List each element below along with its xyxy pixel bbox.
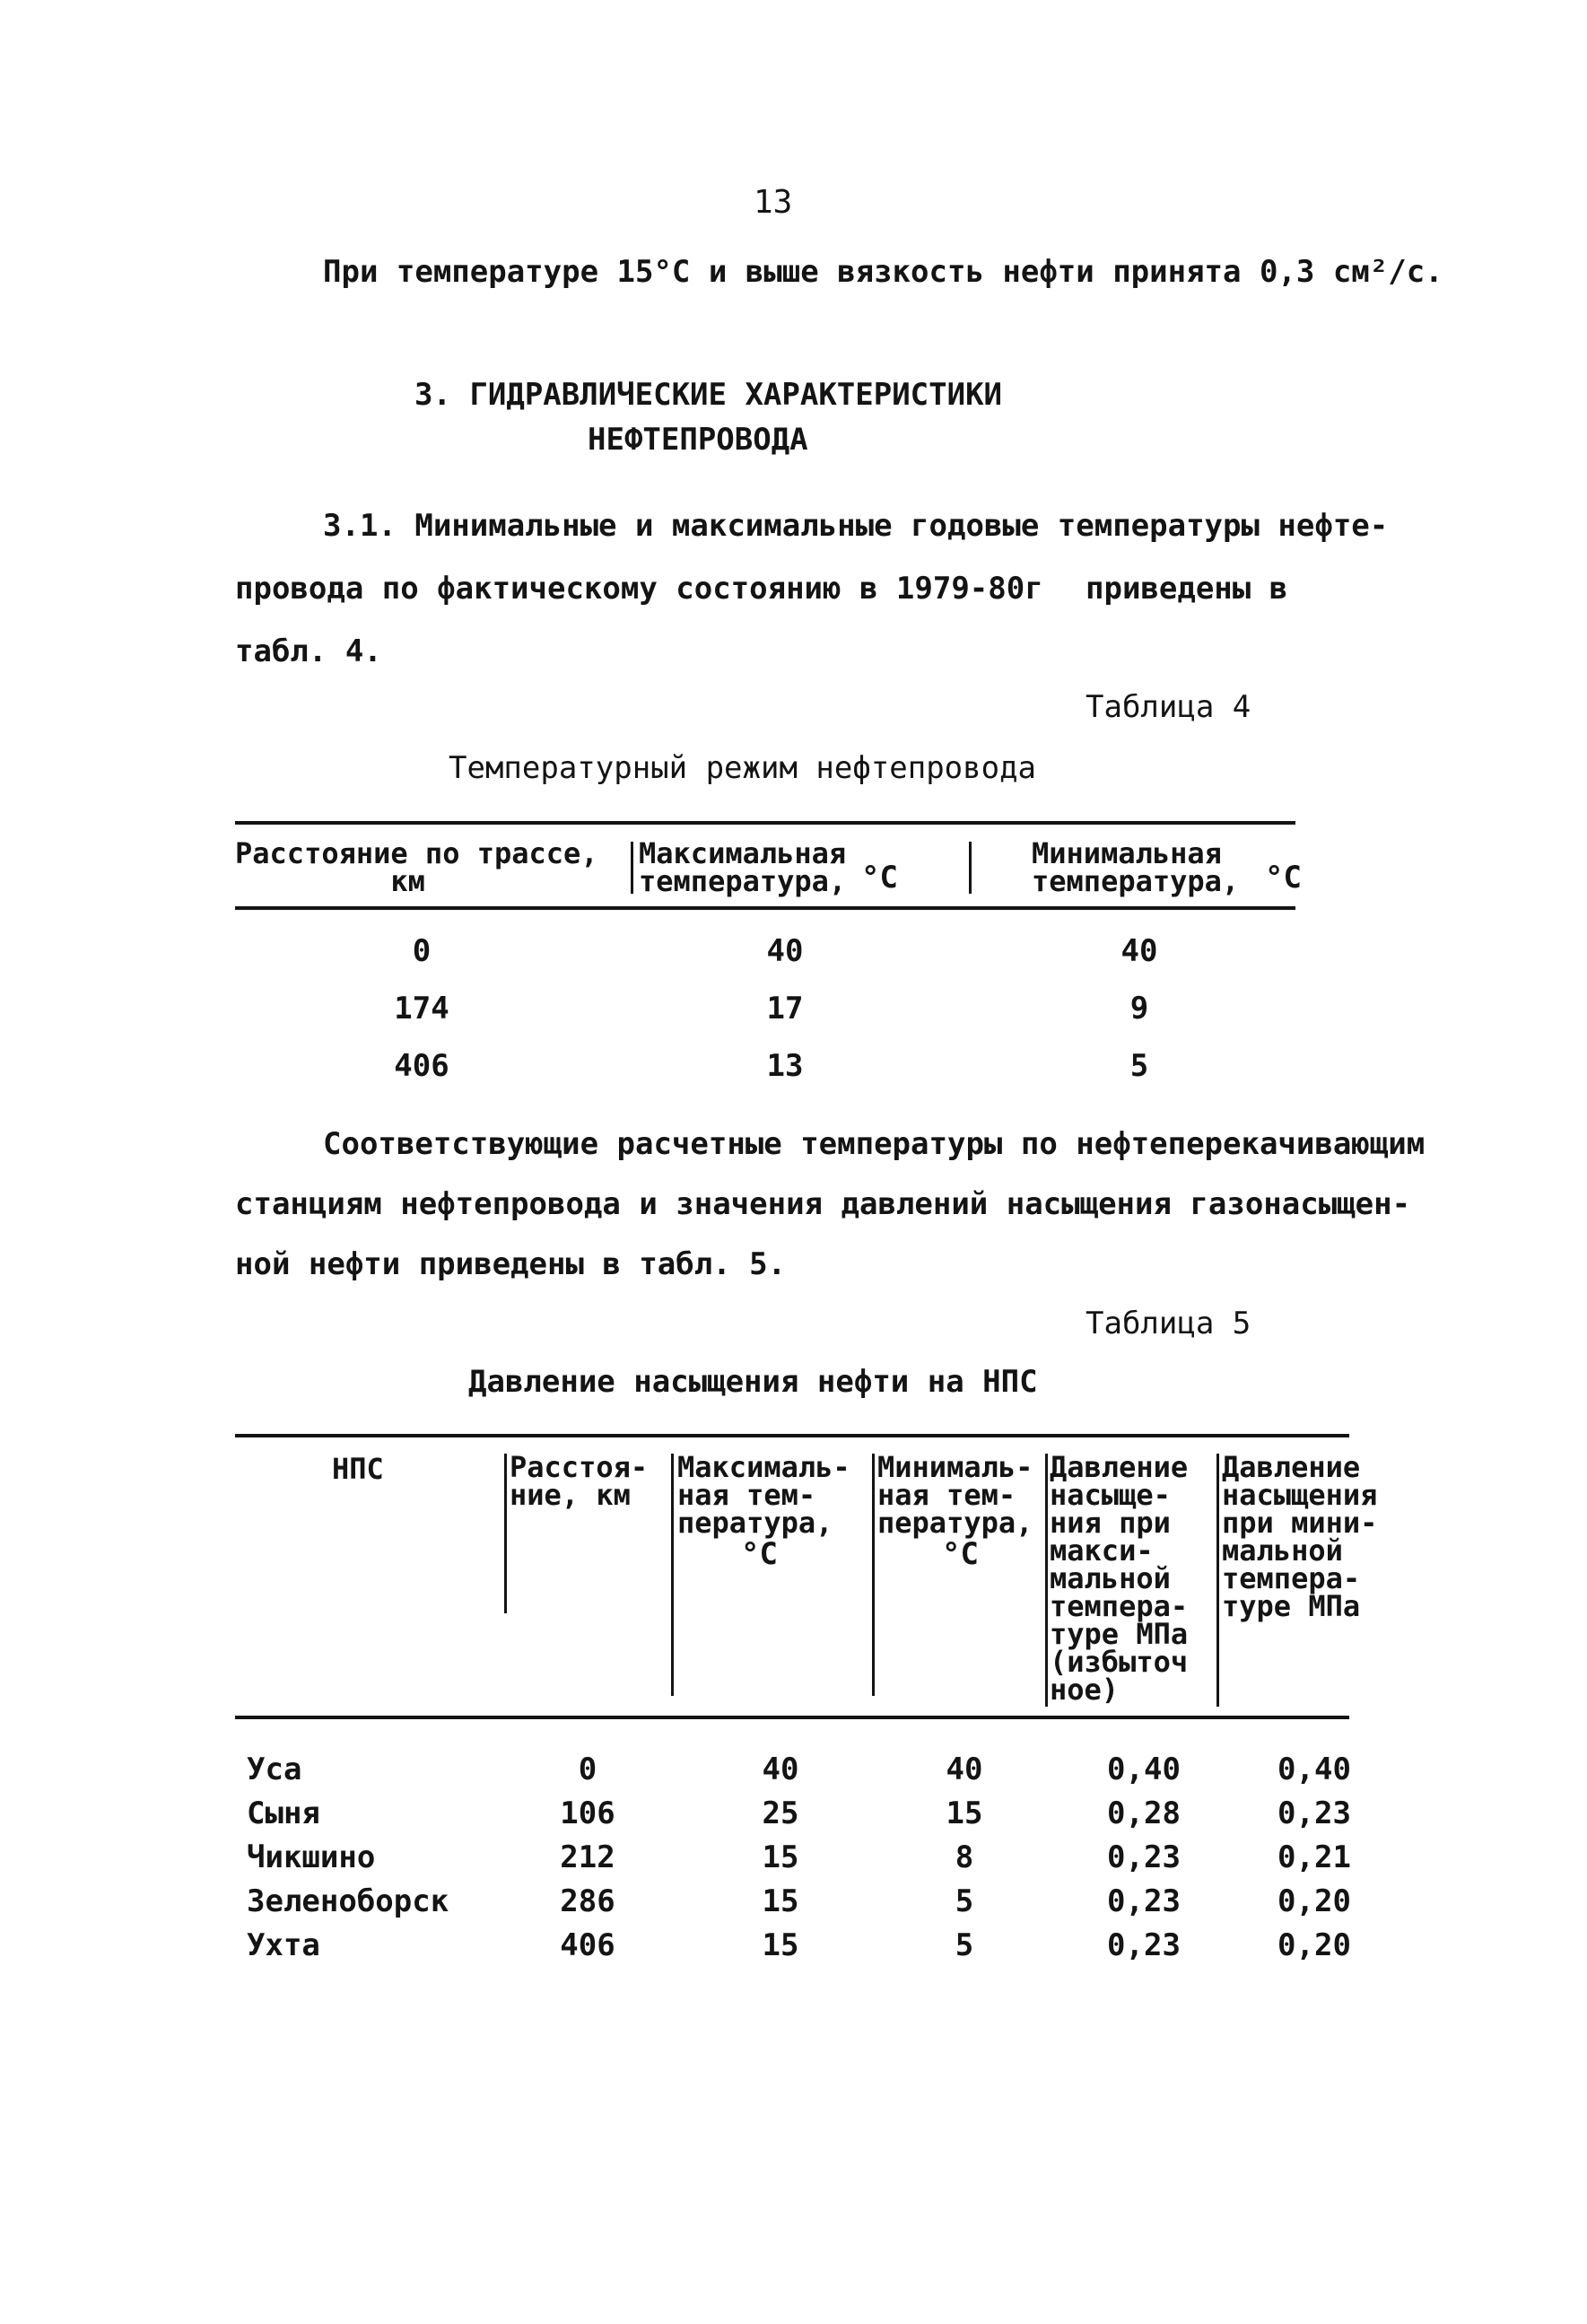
table4-cell-max: 13 — [766, 1048, 804, 1084]
para-3-1-line3: табл. 4. — [235, 633, 382, 669]
table4-separator-1 — [631, 842, 633, 894]
table4-caption: Температурный режим нефтепровода — [449, 750, 1037, 786]
table5-cell-pressure-max: 0,28 — [1107, 1795, 1181, 1831]
table5-separator-3 — [872, 1454, 875, 1696]
table5-label: Таблица 5 — [1086, 1306, 1251, 1341]
section-title-line2: НЕФТЕПРОВОДА — [588, 422, 808, 458]
para-after-t4-line2: станциям нефтепровода и значения давлений насыщения газонасыщен- — [235, 1186, 1411, 1222]
table5-cell-min-temp: 15 — [946, 1795, 983, 1831]
table5-cell-pressure-max: 0,23 — [1107, 1927, 1181, 1963]
para-after-t4-line3: ной нефти приведены в табл. 5. — [235, 1246, 787, 1282]
table5-header-pressure-max: Давление насыще- ния при макси- мальной темпера- туре МПа (избыточ ное) — [1050, 1450, 1189, 1707]
table5-cell-max-temp: 25 — [762, 1795, 799, 1831]
table5-header-max-unit: °С — [741, 1536, 778, 1572]
table5-caption: Давление насыщения нефти на НПС — [468, 1364, 1038, 1400]
table4-cell-min: 5 — [1129, 1048, 1149, 1084]
table5-cell-station: Чикшино — [247, 1839, 376, 1875]
table4-label: Таблица 4 — [1086, 689, 1251, 725]
page-number: 13 — [754, 184, 793, 221]
table5-cell-max-temp: 15 — [762, 1927, 799, 1963]
table5-cell-min-temp: 40 — [946, 1752, 983, 1787]
table4-header-min-unit: °С — [1265, 860, 1302, 896]
table5-cell-distance: 0 — [578, 1752, 597, 1787]
table5-cell-max-temp: 15 — [762, 1883, 799, 1919]
table5-cell-max-temp: 40 — [762, 1752, 799, 1787]
para-3-1-line2a: провода по фактическому состоянию в 1979-80г — [235, 571, 1043, 607]
table4-cell-distance: 174 — [394, 991, 449, 1027]
table5-cell-min-temp: 5 — [955, 1883, 974, 1919]
table5-cell-pressure-max: 0,23 — [1107, 1839, 1181, 1875]
table5-separator-1 — [504, 1454, 507, 1613]
table5-cell-pressure-max: 0,40 — [1107, 1752, 1181, 1787]
table5-cell-distance: 106 — [560, 1795, 615, 1831]
table5-cell-distance: 406 — [560, 1927, 615, 1963]
section-title-line1: 3. ГИДРАВЛИЧЕСКИЕ ХАРАКТЕРИСТИКИ — [414, 377, 1003, 413]
table5-header-min: Минималь- ная тем- пература, — [877, 1450, 1033, 1540]
table4-separator-2 — [969, 842, 972, 894]
table4-cell-min: 9 — [1129, 991, 1149, 1027]
table5-top-rule — [235, 1434, 1349, 1437]
table5-cell-station: Сыня — [247, 1795, 320, 1831]
table5-cell-pressure-min: 0,20 — [1277, 1883, 1351, 1919]
table4-header-rule — [235, 906, 1295, 910]
para-3-1-line2b: приведены в — [1086, 571, 1288, 607]
table4-header-min: Минимальная температура, — [1032, 836, 1240, 898]
table5-cell-distance: 212 — [560, 1839, 615, 1875]
table5-cell-station: Уса — [247, 1752, 302, 1787]
table5-cell-min-temp: 5 — [955, 1927, 974, 1963]
table4-cell-distance: 406 — [394, 1048, 449, 1084]
table5-cell-station: Ухта — [247, 1927, 320, 1963]
table4-cell-distance: 0 — [412, 933, 432, 969]
intro-line: При температуре 15°С и выше вязкость нефти принята 0,3 см²/с. — [323, 254, 1443, 290]
table5-cell-pressure-min: 0,20 — [1277, 1927, 1351, 1963]
para-3-1-line1: 3.1. Минимальные и максимальные годовые температуры нефте- — [323, 508, 1389, 544]
table4-header-distance: Расстояние по трассе, км — [235, 836, 598, 898]
table4-header-max-unit: °С — [861, 860, 898, 896]
table5-header-distance: Расстоя- ние, км — [510, 1450, 649, 1512]
table5-header-min-unit: °С — [942, 1536, 979, 1572]
para-after-t4-line1: Соответствующие расчетные температуры по нефтеперекачивающим — [323, 1126, 1426, 1162]
table5-header-rule — [235, 1716, 1349, 1719]
table5-header-pressure-min: Давление насыщения при мини- мальной темпера- туре МПа — [1222, 1450, 1378, 1623]
table4-header-max: Максимальная температура, — [639, 836, 847, 898]
table5-separator-2 — [671, 1454, 674, 1696]
table5-cell-max-temp: 15 — [762, 1839, 799, 1875]
table5-separator-5 — [1216, 1454, 1219, 1707]
table4-top-rule — [235, 821, 1295, 825]
table5-cell-station: Зеленоборск — [247, 1883, 449, 1919]
table5-header-max: Максималь- ная тем- пература, — [677, 1450, 850, 1540]
table5-header-nps: НПС — [332, 1452, 384, 1486]
table5-cell-pressure-max: 0,23 — [1107, 1883, 1181, 1919]
table5-cell-pressure-min: 0,40 — [1277, 1752, 1351, 1787]
table5-cell-pressure-min: 0,23 — [1277, 1795, 1351, 1831]
table4-cell-max: 17 — [766, 991, 804, 1027]
table4-cell-max: 40 — [766, 933, 804, 969]
table5-separator-4 — [1045, 1454, 1048, 1707]
table5-cell-distance: 286 — [560, 1883, 615, 1919]
table4-cell-min: 40 — [1120, 933, 1158, 969]
table5-cell-min-temp: 8 — [955, 1839, 974, 1875]
table5-cell-pressure-min: 0,21 — [1277, 1839, 1351, 1875]
